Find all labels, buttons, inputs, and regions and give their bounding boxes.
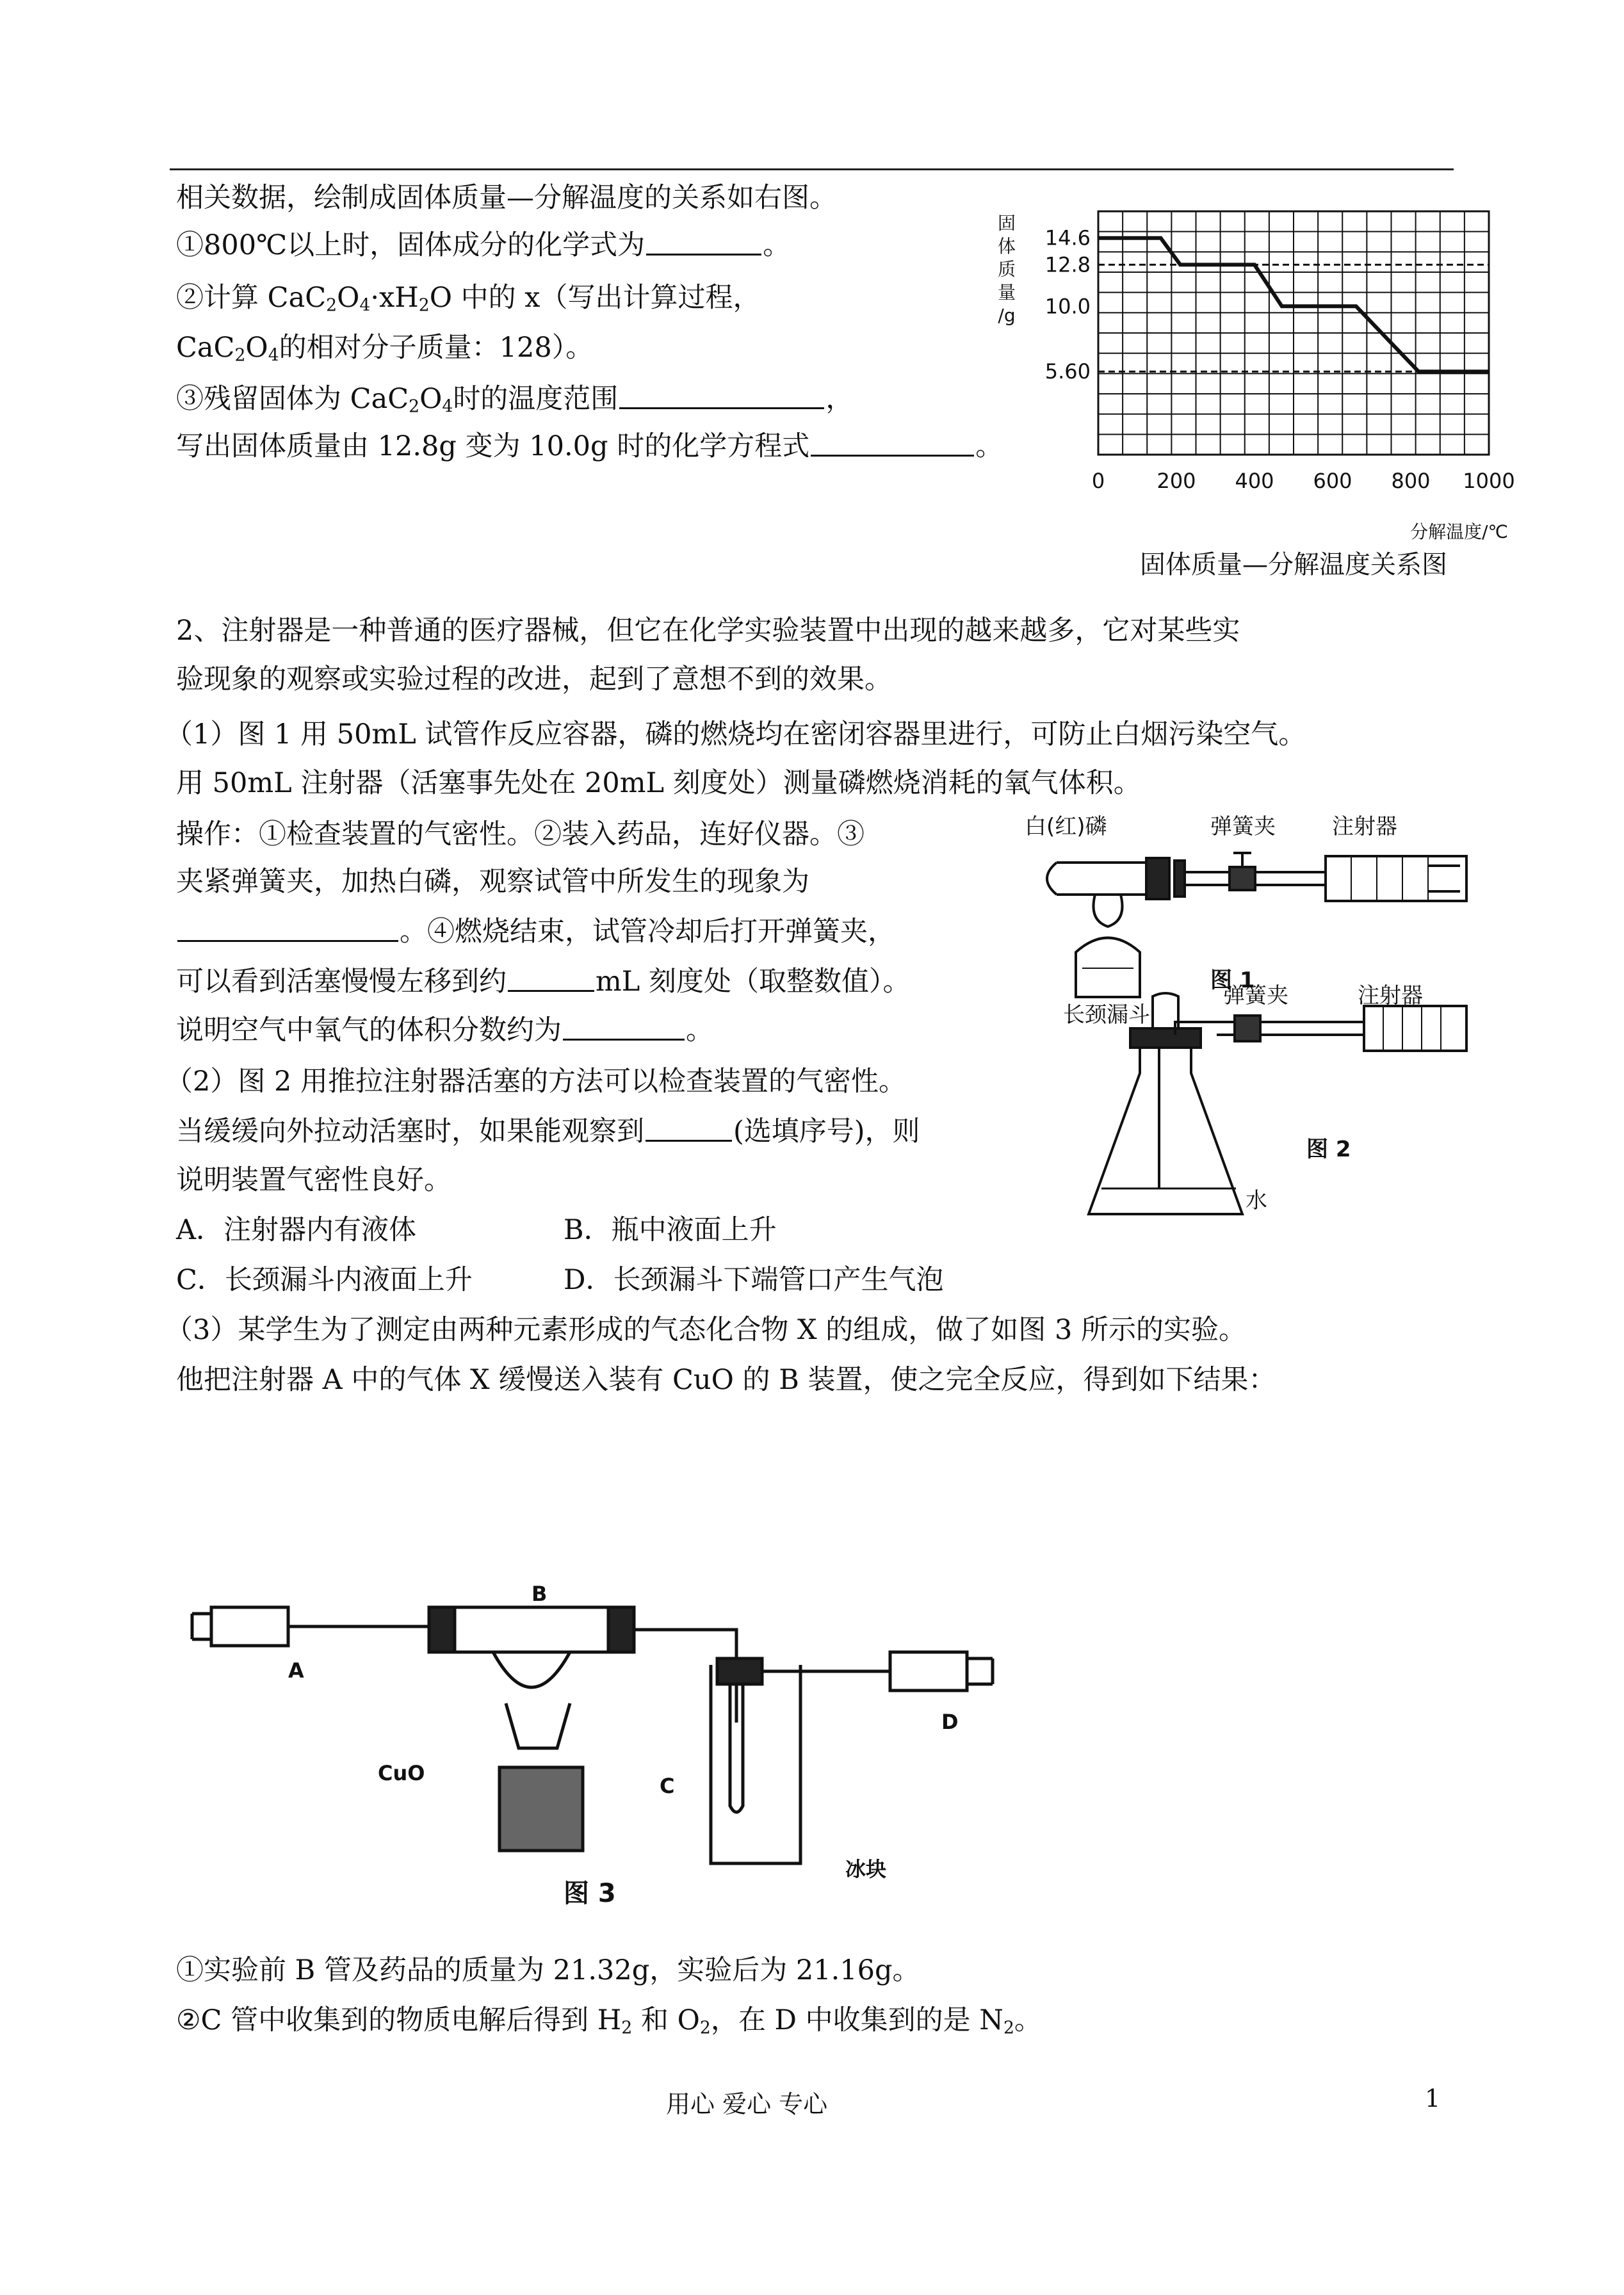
label-phosphorus: 白(红)磷 (1025, 814, 1107, 839)
label-cuo: CuO (378, 1761, 425, 1785)
q2-line-4: 用 50mL 注射器（活塞事先处在 20mL 刻度处）测量磷燃烧消耗的氧气体积。 (176, 767, 1141, 799)
figure-1-apparatus (1018, 808, 1479, 1000)
figure-1-caption: 图 1 (1210, 968, 1255, 993)
header-rule (170, 168, 1454, 170)
y-axis-label: /g (998, 305, 1016, 326)
q1-line-1: 相关数据，绘制成固体质量—分解温度的关系如右图。 (176, 182, 837, 214)
q2-line-5: 操作：①检查装置的气密性。②装入药品，连好仪器。③ (176, 818, 865, 850)
answer-blank[interactable] (619, 382, 824, 409)
q1-line-5: ③残留固体为 $CaC_2O_4$时的温度范围 ， (176, 383, 854, 417)
answer-blank[interactable] (508, 964, 594, 992)
q2-line-9: 说明空气中氧气的体积分数约为 。 (176, 1014, 713, 1046)
x-tick-label: 600 (1313, 469, 1352, 493)
q2-line-15: 他把注射器 A 中的气体 X 缓慢送入装有 CuO 的 B 装置，使之完全反应，得到如下结果： (176, 1364, 1276, 1396)
label-ice: 冰块 (845, 1857, 887, 1881)
answer-blank[interactable] (646, 1114, 732, 1142)
q2-line-14: （3）某学生为了测定由两种元素形成的气态化合物 X 的组成，做了如图 3 所示的实验。 (165, 1314, 1247, 1346)
label-spring-clip-2: 弹簧夹 (1223, 983, 1288, 1009)
label-b: B (532, 1582, 548, 1606)
figure-2-caption: 图 2 (1306, 1137, 1351, 1162)
x-axis-label: 分解温度/℃ (1410, 521, 1508, 542)
y-axis-label: 量 (997, 282, 1016, 303)
q1-line-6: 写出固体质量由 12.8g 变为 10.0g 时的化学方程式 。 (176, 430, 1003, 462)
label-water: 水 (1246, 1188, 1267, 1213)
answer-blank[interactable] (563, 1013, 685, 1041)
y-axis-label: 质 (997, 259, 1016, 280)
label-a: A (288, 1658, 304, 1683)
label-d: D (941, 1710, 959, 1734)
label-syringe-2: 注射器 (1358, 983, 1423, 1009)
answer-blank[interactable] (811, 429, 974, 457)
option-b: B．瓶中液面上升 (564, 1214, 777, 1246)
mass-temperature-chart (993, 205, 1518, 564)
figure-3-apparatus (186, 1582, 1050, 1915)
y-axis-label: 体 (997, 236, 1016, 257)
q1-line-3: ②计算 $CaC_2O_4\cdot xH_2O$ 中的 x（写出计算过程， (176, 282, 761, 316)
x-tick-label: 200 (1157, 469, 1196, 493)
q2-line-6: 夹紧弹簧夹，加热白磷，观察试管中所发生的现象为 (176, 866, 809, 898)
label-spring-clip: 弹簧夹 (1210, 814, 1276, 839)
result-2: ②C 管中收集到的物质电解后得到 $H_2$ 和 $O_2$，在 D 中收集到的是 $N_2$。 (176, 2004, 1042, 2038)
y-tick-label: 10.0 (1044, 294, 1091, 319)
y-tick-label: 14.6 (1044, 225, 1091, 250)
q2-line-1: 2、注射器是一种普通的医疗器械，但它在化学实验装置中出现的越来越多，它对某些实 (176, 615, 1240, 647)
x-tick-label: 800 (1391, 469, 1431, 493)
q2-line-2: 验现象的观察或实验过程的改进，起到了意想不到的效果。 (176, 663, 892, 695)
answer-blank[interactable] (646, 228, 761, 255)
x-tick-label: 400 (1235, 469, 1274, 493)
option-d: D．长颈漏斗下端管口产生气泡 (564, 1264, 944, 1296)
option-a: A．注射器内有液体 (176, 1214, 417, 1246)
y-tick-label: 5.60 (1044, 359, 1091, 384)
chart-caption: 固体质量—分解温度关系图 (1140, 550, 1447, 580)
q2-line-10: （2）图 2 用推拉注射器活塞的方法可以检查装置的气密性。 (165, 1066, 907, 1098)
result-1: ①实验前 B 管及药品的质量为 21.32g，实验后为 21.16g。 (176, 1954, 920, 1986)
x-tick-label: 0 (1091, 469, 1105, 493)
q2-line-11: 当缓缓向外拉动活塞时，如果能观察到 (选填序号)，则 (176, 1115, 920, 1148)
x-tick-label: 1000 (1463, 469, 1515, 493)
y-axis-label: 固 (997, 213, 1016, 234)
q2-line-8: 可以看到活塞慢慢左移到约 mL 刻度处（取整数值）。 (176, 966, 911, 998)
q2-line-3: （1）图 1 用 50mL 试管作反应容器，磷的燃烧均在密闭容器里进行，可防止白烟污染空气。 (165, 718, 1306, 750)
option-c: C．长颈漏斗内液面上升 (176, 1264, 473, 1296)
page-number: 1 (1425, 2084, 1441, 2113)
q1-line-2: ①800℃以上时，固体成分的化学式为 。 (176, 229, 791, 261)
label-c: C (660, 1774, 675, 1798)
label-funnel: 长颈漏斗 (1063, 1002, 1150, 1028)
label-syringe: 注射器 (1332, 814, 1397, 839)
figure-3-caption: 图 3 (564, 1879, 616, 1908)
figure-2-apparatus (1063, 983, 1473, 1227)
y-tick-label: 12.8 (1044, 252, 1091, 277)
q1-line-4: $CaC_2O_4$的相对分子质量：128）。 (176, 332, 594, 366)
footer-motto: 用心 爱心 专心 (666, 2090, 828, 2118)
q2-line-7: 。④燃烧结束，试管冷却后打开弹簧夹， (176, 908, 895, 955)
answer-blank[interactable] (177, 914, 398, 942)
q2-line-12: 说明装置气密性良好。 (176, 1164, 451, 1196)
